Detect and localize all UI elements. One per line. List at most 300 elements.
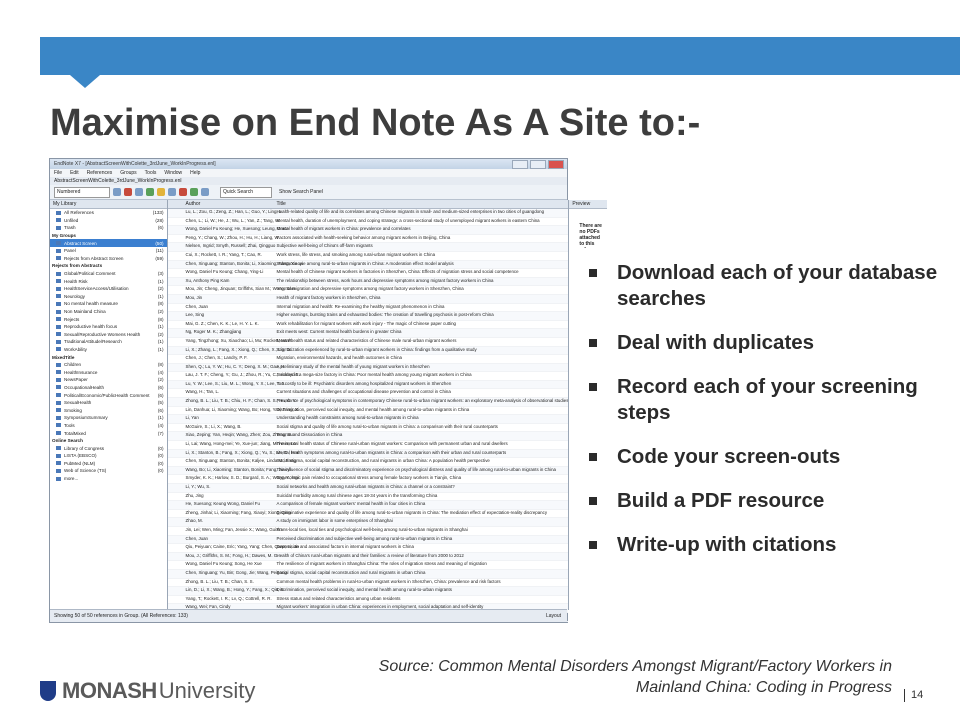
author-cell: He, Xuesong; Keung Wong, Daniel Fu: [185, 501, 260, 507]
library-item-label: My Groups: [52, 233, 76, 239]
library-group-header[interactable]: [50, 262, 167, 270]
folder-icon: [56, 272, 61, 276]
author-cell: Wang, H.; Tan, L.: [185, 389, 220, 395]
author-cell: Lin, Danhua; Li, Xiaoming; Wang, Bo; Hong, Yan; Fang, X.: [185, 406, 300, 412]
title-cell: Mental health status and related characteristics of Chinese male rural-urban migrant workers: [276, 337, 457, 343]
library-item-label: No mental health measure: [64, 301, 118, 307]
title-cell: Work rehabilitation for migrant workers with work injury - The magic of Chinese paper cutting: [276, 320, 456, 326]
window-controls: [512, 160, 567, 169]
library-group-item[interactable]: [50, 452, 167, 460]
reference-rows: [168, 209, 569, 622]
title-cell: Common mental health problems in rural-to-urban migrant workers in Shenzhen, China: prevalence and risk factors: [276, 578, 501, 584]
library-item-count: (8): [157, 362, 164, 368]
folder-icon: [56, 408, 61, 412]
folder-icon: [56, 287, 61, 291]
author-cell: Mou, Jin: [185, 294, 203, 300]
author-cell: Chen, L.; Li, W.; He, J.; Wu, L.; Yan, Z.; Tang, W.: [185, 217, 281, 223]
author-cell: Mou, Jin; Cheng, Jinquan; Griffiths, Sian M.; Wong, Sam: [185, 286, 296, 292]
library-item-label: Rejects from Abstract Screen: [64, 255, 124, 261]
folder-icon: [56, 256, 61, 260]
folder-icon: [56, 218, 61, 222]
attachment-cell: [168, 261, 184, 269]
author-cell: Wang, Wei; Fan, Cindy: [185, 604, 231, 610]
table-row[interactable]: [168, 561, 569, 570]
title-cell: Prevalence of psychological symptoms in contemporary Chinese rural-to-urban migrant workers: an exploratory meta-analysis of observational studies: [276, 398, 569, 404]
folder-icon: [56, 431, 61, 435]
library-item-label: TraditionalAttitude/Research: [64, 339, 122, 345]
library-group-item[interactable]: [50, 406, 167, 414]
library-group-item[interactable]: [50, 308, 167, 316]
attachment-cell: [168, 329, 184, 337]
folder-icon: [56, 461, 61, 465]
author-cell: Li, X.; Zhang, L.; Fang, X.; Xiong, Q.; Chen, X.; Lin, D.: [185, 346, 291, 352]
author-cell: Wong, Daniel Fu Keung; Chang, Ying-Li: [185, 269, 264, 275]
library-item-label: Tools: [64, 422, 75, 428]
author-cell: Xiao, Zeping; Yan, Heqin; Wang, Zhen; Zou, Zheng; Xu: [185, 432, 293, 438]
menu-tools[interactable]: Tools: [144, 170, 157, 176]
library-group-item[interactable]: [50, 277, 167, 285]
author-cell: Lee, Sing: [185, 312, 205, 318]
library-item-count: (6): [157, 407, 164, 413]
export-icon[interactable]: [135, 188, 143, 196]
attachment-cell: [168, 389, 184, 397]
author-cell: Chen, Xinguang; Stanton, Bonita; Li, Xiaoming; Fang, Xiaoyi: [185, 260, 303, 266]
title-cell: The relationship between stress, work hours and depressive symptoms among migrant factory workers in China: [276, 277, 494, 283]
library-group-item[interactable]: [50, 422, 167, 430]
attachment-cell: [168, 364, 184, 372]
table-row[interactable]: [168, 295, 569, 304]
library-group-item[interactable]: [50, 270, 167, 278]
attachment-cell: [168, 415, 184, 423]
author-cell: Li, Lai; Wang, Hong-mei; Ye, Xue-jun; Jiang, Min-min; Lo: [185, 441, 296, 447]
find-pdf-icon[interactable]: [146, 188, 154, 196]
table-row[interactable]: [168, 398, 569, 407]
window-titlebar: [50, 159, 567, 169]
table-row[interactable]: [168, 347, 569, 356]
title-cell: Migration, environmental hazards, and health outcomes in China: [276, 355, 402, 361]
table-row[interactable]: [168, 544, 569, 553]
title-cell: Too costly to be ill: Psychiatric disorders among hospitalized migrant workers in Shenzhen: [276, 380, 452, 386]
author-cell: Li, Yan: [185, 415, 199, 421]
attachment-cell: [168, 381, 184, 389]
author-cell: Smyder, K. K.; Harlow, S. D.; Burgard, S. A.; Wang, Y.; Hai: [185, 475, 299, 481]
title-cell: Factors associated with health-seeking behavior among migrant workers in Beijing, China: [276, 234, 451, 240]
title-cell: A comparison of female migrant workers' mental health in four cities in China: [276, 501, 426, 507]
library-group-item[interactable]: [50, 399, 167, 407]
library-group-header[interactable]: [50, 437, 167, 445]
attachment-cell: [168, 475, 184, 483]
author-cell: Qiu, Peiyuan; Caine, Eric; Yang, Yang; Chen, Quan; Li, Jie: [185, 544, 300, 550]
attachment-cell: [168, 553, 184, 561]
library-group-item[interactable]: [50, 361, 167, 369]
table-row[interactable]: [168, 493, 569, 502]
endnote-screenshot: [49, 158, 602, 623]
library-group-item[interactable]: [50, 346, 167, 354]
title-cell: Substance use among rural-to-urban migrants in China: A moderation effect model analysis: [276, 260, 454, 266]
folder-icon: [56, 477, 61, 481]
library-item-count: (8): [157, 301, 164, 307]
table-row[interactable]: [168, 570, 569, 579]
table-row[interactable]: [168, 321, 569, 330]
attachment-cell: [168, 407, 184, 415]
library-item-label: Library of Congress: [64, 445, 105, 451]
author-cell: Xu, Anthony Ping Kam: [185, 277, 230, 283]
library-group-header[interactable]: [50, 232, 167, 240]
library-item-label: Reproductive health focus: [64, 324, 118, 330]
table-row[interactable]: [168, 475, 569, 484]
library-group-item[interactable]: [50, 460, 167, 468]
table-row[interactable]: [168, 269, 569, 278]
author-cell: Wong, Daniel Fu Keung; Song, He Xue: [185, 561, 262, 567]
library-item-count: (1): [157, 346, 164, 352]
title-cell: Stress status and related characteristics among urban residents: [276, 595, 401, 601]
menu-file[interactable]: File: [54, 170, 63, 176]
library-item-label: HealthServiceAccess/Utilisation: [64, 286, 129, 292]
library-item-label: Smoking: [64, 407, 82, 413]
no-pdf-message: There are no PDFs attached to this: [579, 223, 602, 247]
library-group-item[interactable]: [50, 475, 167, 483]
banner-notch: [70, 75, 100, 88]
table-row[interactable]: [168, 527, 569, 536]
table-row[interactable]: [168, 579, 569, 588]
table-row[interactable]: [168, 372, 569, 381]
minimize-icon[interactable]: [512, 160, 528, 169]
attachment-cell: [168, 269, 184, 277]
table-row[interactable]: [168, 441, 569, 450]
attachment-cell: [168, 467, 184, 475]
main-panes: [50, 200, 602, 610]
author-cell: Wang, Bo; Li, Xiaoming; Stanton, Bonita; Fang, Xiaoyi: [185, 466, 291, 472]
table-row[interactable]: [168, 518, 569, 527]
library-item-count: (6): [157, 392, 164, 398]
library-group-item[interactable]: [50, 293, 167, 301]
attachment-cell: [168, 458, 184, 466]
attachment-cell: [168, 338, 184, 346]
menu-window[interactable]: Window: [164, 170, 183, 176]
table-row[interactable]: [168, 553, 569, 562]
library-item-count: (1): [157, 293, 164, 299]
library-group-item[interactable]: [50, 391, 167, 399]
author-cell: Ng, Roger M. K.; Zhangjiang: [185, 329, 242, 335]
table-row[interactable]: [168, 209, 569, 218]
table-row[interactable]: [168, 286, 569, 295]
layout-button[interactable]: Layout: [545, 613, 561, 619]
table-row[interactable]: [168, 243, 569, 252]
insert-citation-icon[interactable]: [168, 188, 176, 196]
preview-tab[interactable]: Preview: [569, 200, 607, 209]
library-item-label: OccupationalHealth: [64, 384, 105, 390]
attachment-cell: [168, 493, 184, 501]
library-group-item[interactable]: [50, 376, 167, 384]
attachment-cell: [168, 527, 184, 535]
logo-wordmark-bold: MONASH: [62, 678, 157, 703]
author-cell: McGuire, S.; Li, X.; Wang, B.: [185, 423, 242, 429]
author-cell: Mou, J.; Griffiths, S. M.; Fong, H.; Dawes, M. G.: [185, 552, 279, 558]
library-group-item[interactable]: [50, 300, 167, 308]
attachment-cell: [168, 398, 184, 406]
new-reference-icon[interactable]: [157, 188, 165, 196]
library-item-label: Unfiled: [64, 217, 79, 223]
status-bar: [50, 609, 567, 622]
library-item-label: Trash: [64, 225, 76, 231]
folder-icon: [56, 385, 61, 389]
library-item-count: (0): [157, 468, 164, 474]
table-row[interactable]: [168, 587, 569, 596]
folder-icon: [56, 294, 61, 298]
title-cell: Health of migrant factory workers in Shenzhen, China: [276, 294, 381, 300]
maximize-icon[interactable]: [530, 160, 546, 169]
format-bibliography-icon[interactable]: [179, 188, 187, 196]
bullet-item: Record each of your screening steps: [589, 374, 964, 426]
folder-icon: [56, 340, 61, 344]
sync-icon[interactable]: [190, 188, 198, 196]
attachment-cell: [168, 561, 184, 569]
library-item-label: Web of Science (TS): [64, 468, 107, 474]
library-item-count: (1): [157, 339, 164, 345]
table-row[interactable]: [168, 218, 569, 227]
folder-icon: [56, 317, 61, 321]
author-cell: Zhong, B. L.; Liu, T. B.; Chiu, H. F.; Chan, S. S.; Hu, C. Y.: [185, 398, 297, 404]
library-item-label: Neurology: [64, 293, 85, 299]
title-cell: Discriminative experience and quality of life among rural-to-urban migrants in China: The mediation effect of expectation-reality discrepancy: [276, 509, 548, 515]
author-cell: Chen, J.; Chen, S.; Landry, P. F.: [185, 355, 248, 361]
bullet-item: Download each of your database searches: [589, 260, 964, 312]
table-row[interactable]: [168, 304, 569, 313]
status-text: Showing 50 of 50 references in Group. (All References: 133): [54, 613, 188, 619]
library-group-item[interactable]: [50, 444, 167, 452]
author-cell: Li, Y.; Wu, S.: [185, 484, 211, 489]
library-item-label: All References: [64, 210, 94, 216]
library-group-item[interactable]: [50, 285, 167, 293]
title-cell: Mental health of Chinese migrant workers in factories in Shenzhen, China: Effects of migration stress and social competence: [276, 269, 519, 275]
table-row[interactable]: [168, 312, 569, 321]
attachment-cell: [168, 304, 184, 312]
menu-bar: [50, 169, 567, 177]
table-row[interactable]: [168, 484, 569, 493]
library-item-label: HealthInsurance: [64, 369, 98, 375]
attachment-cell: [168, 441, 184, 449]
menu-edit[interactable]: Edit: [70, 170, 79, 176]
library-group-item[interactable]: [50, 209, 167, 217]
library-group-item[interactable]: [50, 217, 167, 225]
table-row[interactable]: [168, 450, 569, 459]
table-row[interactable]: [168, 424, 569, 433]
table-row[interactable]: [168, 407, 569, 416]
folder-icon: [56, 332, 61, 336]
menu-references[interactable]: References: [86, 170, 113, 176]
library-item-count: (6): [157, 225, 164, 231]
library-group-item[interactable]: [50, 239, 167, 247]
table-row[interactable]: [168, 415, 569, 424]
library-group-item[interactable]: [50, 224, 167, 232]
attachment-cell: [168, 347, 184, 355]
library-pane: [50, 200, 168, 610]
library-list: [50, 209, 167, 482]
title-cell: A study on immigrant labor in some enterprises of Shanghai: [276, 518, 393, 524]
library-item-label: MixedTitle: [52, 354, 75, 360]
window-title: EndNote X7 - [AbstractScreenWithColette_3rdJune_WorkInProgress.enl]: [54, 161, 216, 167]
library-group-item[interactable]: [50, 331, 167, 339]
author-cell: Shen, Q.; Lu, Y. W.; Hu, C. Y.; Deng, X. M.; Gao, H.: [185, 363, 286, 369]
table-row[interactable]: [168, 467, 569, 476]
import-icon[interactable]: [124, 188, 132, 196]
title-cell: Trauma and Dissociation in China: [276, 432, 343, 438]
table-row[interactable]: [168, 381, 569, 390]
title-cell: Depression and associated factors in internal migrant workers in China: [276, 544, 414, 550]
folder-icon: [56, 423, 61, 427]
folder-icon: [56, 249, 61, 253]
library-item-label: WorkAbility: [64, 346, 87, 352]
title-cell: Discrimination, perceived social inequity, and mental health among rural-to-urban migrants: [276, 587, 452, 593]
attachment-cell: [168, 355, 184, 363]
folder-icon: [56, 469, 61, 473]
attachment-cell: [168, 218, 184, 226]
attachment-cell: [168, 226, 184, 234]
library-item-label: PubMed (NLM): [64, 460, 96, 466]
title-cell: Social stigma, social capital reconstruction, and rural migrants in urban China: A population health perspective: [276, 458, 490, 464]
attachment-cell: [168, 286, 184, 294]
table-row[interactable]: [168, 389, 569, 398]
library-item-label: Non Mainland China: [64, 309, 106, 315]
attachment-cell: [168, 432, 184, 440]
library-item-count: (1): [157, 324, 164, 330]
library-item-label: Sexual/Reproductive Womens Health: [64, 331, 141, 337]
title-cell: Stigmatization experienced by rural-to-urban migrant workers in China: findings from a qualitative study: [276, 346, 477, 352]
library-group-item[interactable]: [50, 255, 167, 263]
show-search-panel-button[interactable]: Show Search Panel: [279, 189, 323, 195]
library-group-item[interactable]: [50, 338, 167, 346]
author-cell: Li, X.; Stanton, B.; Fang, X.; Xiong, Q.; Yu, S.; Lin, D.; Hon: [185, 449, 300, 455]
title-cell: The resilience of migrant workers in Shanghai China: The roles of migration stress and meaning of migration: [276, 561, 487, 567]
library-tab[interactable]: AbstractScreenWithColette_3rdJune_WorkInProgress.enl: [50, 177, 567, 185]
library-group-header[interactable]: [50, 353, 167, 361]
toolbar: [50, 185, 567, 200]
library-item-count: (6): [157, 384, 164, 390]
table-row[interactable]: [168, 252, 569, 261]
table-row[interactable]: [168, 432, 569, 441]
table-row[interactable]: [168, 329, 569, 338]
library-group-item[interactable]: [50, 467, 167, 475]
library-item-label: Children: [64, 362, 82, 368]
title-cell: Discrimination, perceived social inequity, and mental health among rural-to-urban migrants in China: [276, 406, 470, 412]
library-item-label: SymposiumSummary: [64, 415, 108, 421]
library-item-label: Rejects from Abstracts: [52, 263, 103, 269]
online-search-icon[interactable]: [113, 188, 121, 196]
author-cell: Lau, J. T. F.; Cheng, Y.; Gu, J.; Zhou, R.; Yu, C.; Holroyd E.: [185, 372, 300, 378]
folder-icon: [56, 393, 61, 397]
author-column-header[interactable]: Author: [185, 201, 201, 207]
library-item-count: (2): [157, 377, 164, 383]
author-cell: Jin, Lei; Wen, Ming; Fan, Jessie X.; Wang, Guixin: [185, 526, 282, 532]
table-row[interactable]: [168, 364, 569, 373]
close-icon[interactable]: [548, 160, 564, 169]
folder-icon: [56, 347, 61, 351]
folder-icon: [56, 211, 61, 215]
menu-groups[interactable]: Groups: [120, 170, 137, 176]
title-cell: Social stigma and quality of life among rural-to-urban migrants in China: a comparison with their rural counterparts: [276, 423, 498, 429]
folder-icon: [56, 310, 61, 314]
table-row[interactable]: [168, 501, 569, 510]
table-row[interactable]: [168, 458, 569, 467]
page-number: 14: [904, 689, 923, 702]
source-caption: Source: Common Mental Disorders Amongst Migrant/Factory Workers in Mainland China: Coding in Progress: [378, 658, 892, 696]
author-cell: Nielsen, Ingrid; Smyth, Russell; Zhai, Qingguo: [185, 243, 276, 249]
folder-icon: [56, 370, 61, 374]
help-icon[interactable]: [201, 188, 209, 196]
title-column-header[interactable]: Title: [276, 201, 286, 207]
table-row[interactable]: [168, 338, 569, 347]
library-item-label: Health Risk: [64, 278, 88, 284]
library-item-label: LISTA (EBSCO): [64, 453, 97, 459]
menu-help[interactable]: Help: [190, 170, 201, 176]
bullet-item: Write-up with citations: [589, 532, 964, 558]
table-row[interactable]: [168, 355, 569, 364]
attachment-cell: [168, 372, 184, 380]
library-item-label: TotalMixed: [64, 430, 86, 436]
bullet-item: Deal with duplicates: [589, 330, 964, 356]
author-cell: Mai, G. Z.; Chen, K. K.; Le, H. Y. L. K.: [185, 320, 259, 326]
attachment-cell: [168, 252, 184, 260]
library-group-item[interactable]: [50, 315, 167, 323]
table-row[interactable]: [168, 278, 569, 287]
library-group-item[interactable]: [50, 384, 167, 392]
author-cell: Lu, Y. W.; Lee, S.; Liu, M. L.; Wong, Y. X.; Lee, T. S.: [185, 380, 286, 386]
attachment-column[interactable]: [168, 200, 184, 208]
title-cell: Mental health of migrant workers in China: prevalence and correlates: [276, 226, 411, 232]
folder-icon: [56, 325, 61, 329]
slide-title: Maximise on End Note As A Site to:-: [50, 102, 701, 144]
author-cell: Wong, Daniel Fu Keung; He, Xuesong; Leung, Grace: [185, 226, 289, 232]
library-item-count: (2): [157, 331, 164, 337]
folder-icon: [56, 401, 61, 405]
author-cell: Lu, L.; Zou, G.; Zeng, Z.; Han, L.; Guo, Y.; Ling, L.: [185, 209, 283, 214]
attachment-cell: [168, 596, 184, 604]
library-item-count: (2): [157, 286, 164, 292]
title-cell: Understanding health constraints among rural-to-urban migrants in China: [276, 415, 419, 421]
folder-icon: [56, 241, 61, 245]
library-group-item[interactable]: [50, 429, 167, 437]
title-cell: Internal migration and health: Re-examining the healthy migrant phenomenon in China: [276, 303, 445, 309]
title-cell: Health of China's rural-urban migrants and their families: a review of literature from 2000 to 2012: [276, 552, 464, 558]
library-group-item[interactable]: [50, 247, 167, 255]
folder-icon: [56, 279, 61, 283]
attachment-cell: [168, 510, 184, 518]
title-cell: Suicides in a mega-size factory in China: Poor mental health among young migrant workers in China: [276, 372, 472, 378]
reference-list: [168, 200, 569, 610]
title-cell: Perceived discrimination and subjective well-being among rural-to-urban migrants in China: [276, 535, 453, 541]
table-row[interactable]: [168, 235, 569, 244]
table-row[interactable]: [168, 261, 569, 270]
table-row[interactable]: [168, 510, 569, 519]
author-cell: Cui, X.; Rockett, I. R.; Yang, T.; Cao, R.: [185, 251, 262, 257]
author-cell: Zhao, M.: [185, 518, 203, 524]
library-item-count: (8): [157, 316, 164, 322]
library-item-count: (5): [157, 400, 164, 406]
table-row[interactable]: [168, 596, 569, 605]
table-row[interactable]: [168, 226, 569, 235]
style-select[interactable]: Numbered: [54, 187, 110, 198]
library-group-item[interactable]: [50, 323, 167, 331]
library-group-item[interactable]: [50, 414, 167, 422]
attachment-cell: [168, 501, 184, 509]
title-cell: Work stress, life stress, and smoking among rural-urban migrant workers in China: [276, 251, 436, 257]
library-group-item[interactable]: [50, 368, 167, 376]
library-item-label: more...: [64, 476, 79, 482]
quick-search-input[interactable]: Quick Search: [220, 187, 272, 198]
library-item-count: (0): [157, 445, 164, 451]
attachment-cell: [168, 243, 184, 251]
table-row[interactable]: [168, 536, 569, 545]
